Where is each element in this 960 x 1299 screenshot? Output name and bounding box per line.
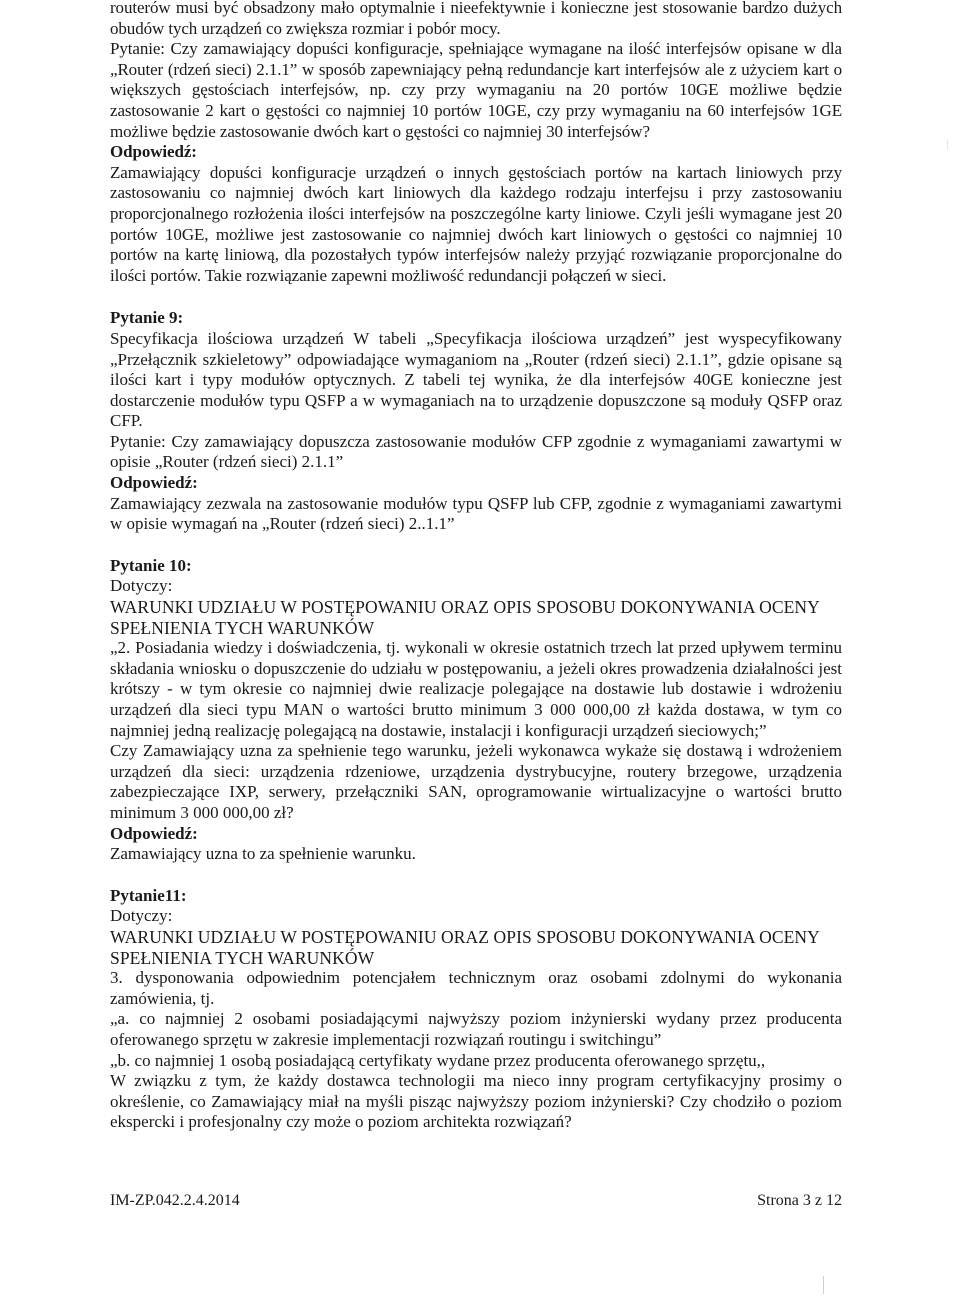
scan-mark [823,1276,824,1294]
question-title: Pytanie 10: [110,555,192,575]
question-text: Pytanie: Czy zamawiający dopuszcza zastosowanie modułów CFP zgodnie z wymaganiami zawartymi w opisie „Router (rdzeń sieci) 2.1.1” [110,431,842,472]
answer-label: Odpowiedź: [110,473,198,493]
quoted-condition: „2. Posiadania wiedzy i doświadczenia, tj. wykonali w okresie ostatnich trzech lat przed upływem terminu składania wniosku o dopuszczenie do udziału w postępowaniu, a jeżeli okres prowadzenia działalności jest krótszy - w tym okresie co najmniej dwie realizacje polegające na dostawie lub dostawie i wdrożeniu urządzeń dla sieci typu MAN o wartości brutto minimum 3 000 000,00 zł każda dostawa, w tym co najmniej jedną realizację polegającą na dostawie, instalacji i konfiguracji urządzeń sieciowych;” [110,638,842,740]
question-text: Czy Zamawiający uzna za spełnienie tego warunku, jeżeli wykonawca wykaże się dostawą i wdrożeniem urządzeń dla sieci: urządzenia rdzeniowe, urządzenia dystrybucyjne, routery brzegowe, urządzenia zabezpieczające IXP, serwery, przełączniki SAN, oprogramowanie wirtualizacyjne o wartości brutto minimum 3 000 000,00 zł? [110,741,842,822]
page-number: Strona 3 z 12 [757,1192,842,1209]
answer-label: Odpowiedź: [110,823,198,843]
question-11 [110,886,842,1133]
quoted-requirement-a: „a. co najmniej 2 osobami posiadającymi najwyższy poziom inżynierski wydany przez producenta oferowanego sprzętu w zakresie implementacji rozwiązań routingu i switchingu” [110,1009,842,1049]
answer-text: Zamawiający uzna to za spełnienie warunku. [110,844,416,864]
quoted-requirement-b: „b. co najmniej 1 osobą posiadającą certyfikaty wydane przez producenta oferowanego sprzętu,, [110,1050,766,1070]
scan-mark [947,140,948,150]
answer-text: Zamawiający dopuści konfiguracje urządzeń o innych gęstościach portów na kartach liniowych przy zastosowaniu co najmniej dwóch kart liniowych dla każdego rodzaju interfejsu i przy zastosowaniu proporcjonalnego rozłożenia ilości interfejsów na poszczególne karty liniowe. Czyli jeśli wymagane jest 20 portów 10GE, możliwe jest zastosowanie co najmniej dwóch kart liniowych o gęstości co najmniej 10 portów na kartę liniową, dla pozostałych typów interfejsów należy przyjąć rozwiązanie proporcjonalne do ilości portów. Takie rozwiązanie zapewni możliwość redundancji połączeń w sieci. [110,162,842,285]
question-text: W związku z tym, że każdy dostawca technologii ma nieco inny program certyfikacyjny prosimy o określenie, co Zamawiający miał na myśli pisząc najwyższy poziom inżynierski? Czy chodziło o poziom ekspercki i profesjonalny czy może o poziom architekta rozwiązań? [110,1071,842,1132]
concerns-label: Dotyczy: [110,906,173,926]
paragraph: routerów musi być obsadzony mało optymalnie i nieefektywnie i konieczne jest stosowanie bardzo dużych obudów tych urządzeń co zwiększa rozmiar i pobór mocy. [110,0,842,38]
document-page [110,0,842,1133]
concerns-label: Dotyczy: [110,576,173,596]
question-text: Pytanie: Czy zamawiający dopuści konfiguracje, spełniające wymagane na ilość interfejsów opisane w dla „Router (rdzeń sieci) 2.1.1” w sposób zapewniający pełną redundancje kart interfejsów ale z użyciem kart o większych gęstościach interfejsów, np. czy przy wymaganiu na 20 portów 10GE możliwe będzie zastosowanie 2 kart o gęstości co najmniej 10 portów 10GE, czy przy wymaganiu na 60 interfejsów 1GE możliwe będzie zastosowanie dwóch kart o gęstości co najmniej 30 interfejsów? [110,39,842,141]
answer-text: Zamawiający zezwala na zastosowanie modułów typu QSFP lub CFP, zgodnie z wymaganiami zawartymi w opisie wymagań na „Router (rdzeń sieci) 2..1.1” [110,493,842,534]
question-title: Pytanie11: [110,885,187,905]
document-id: IM-ZP.042.2.4.2014 [110,1192,240,1209]
question-title: Pytanie 9: [110,308,184,328]
section-heading: WARUNKI UDZIAŁU W POSTĘPOWANIU ORAZ OPIS SPOSOBU DOKONYWANIA OCENY SPEŁNIENIA TYCH WARUNKÓW [110,926,820,968]
answer-label: Odpowiedź: [110,142,197,162]
question-10 [110,556,842,865]
previous-question-continuation [110,0,842,286]
section-heading: WARUNKI UDZIAŁU W POSTĘPOWANIU ORAZ OPIS SPOSOBU DOKONYWANIA OCENY SPEŁNIENIA TYCH WARUNKÓW [110,597,820,638]
paragraph: 3. dysponowania odpowiednim potencjałem technicznym oraz osobami zdolnymi do wykonania zamówienia, tj. [110,968,842,1008]
paragraph: Specyfikacja ilościowa urządzeń W tabeli „Specyfikacja ilościowa urządzeń” jest wyspecyfikowany „Przełącznik szkieletowy” odpowiadające wymaganiom na „Router (rdzeń sieci) 2.1.1”, gdzie opisane są ilości kart i typy modułów optycznych. Z tabeli tej wynika, że dla interfejsów 40GE konieczne jest dostarczenie modułów typu QSFP a w wymaganiach na to urządzenie dopuszczone są moduły QSFP oraz CFP. [110,328,842,431]
question-9 [110,308,842,535]
